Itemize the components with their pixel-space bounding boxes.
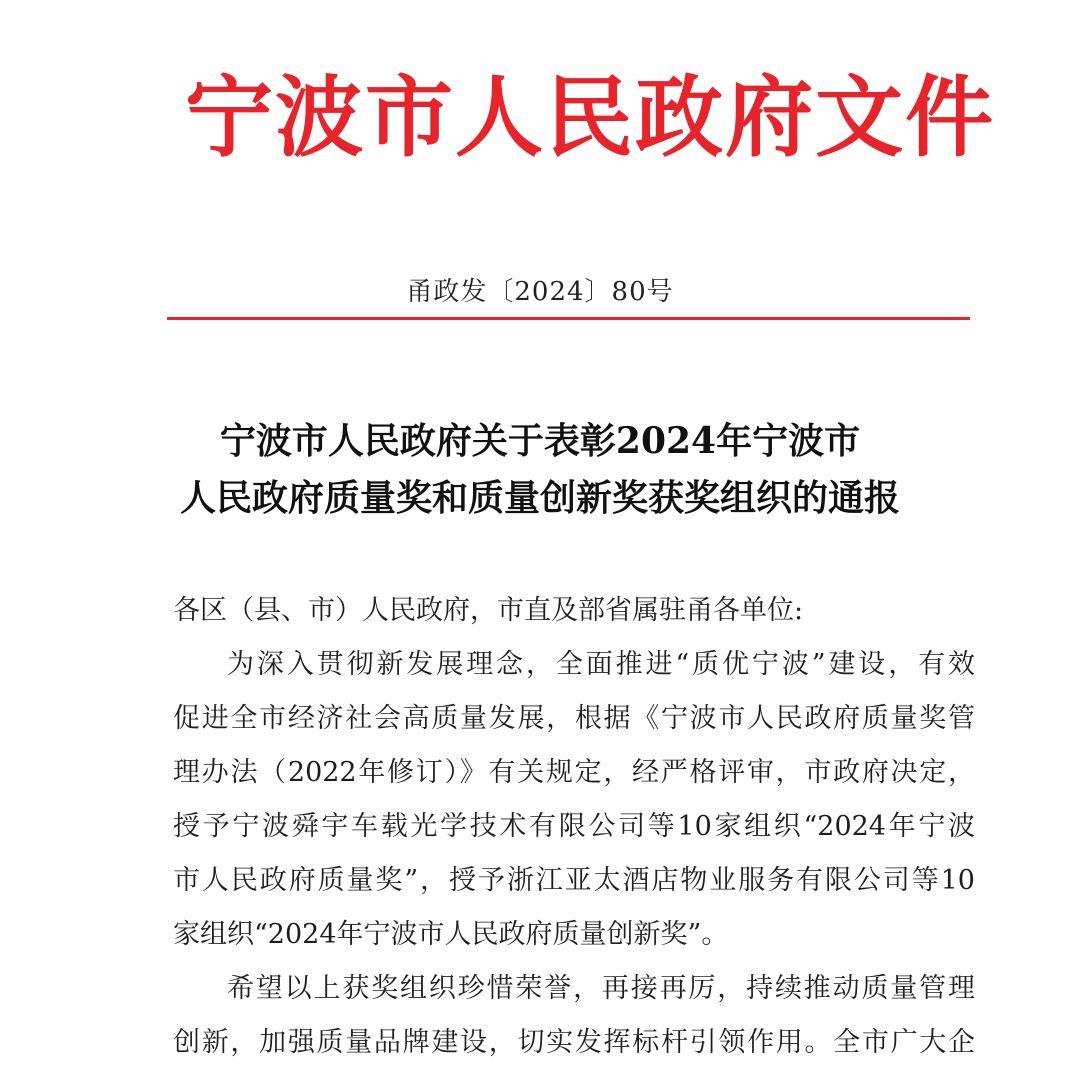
masthead-char: 件: [905, 65, 996, 169]
masthead-char: 市: [365, 65, 456, 169]
masthead-char: 文: [815, 65, 906, 169]
red-divider-rule: [167, 317, 970, 320]
masthead-char: 人: [455, 65, 546, 169]
masthead-title: [185, 62, 996, 172]
notice-title-line-2: 人民政府质量奖和质量创新奖获奖组织的通报: [179, 477, 900, 519]
masthead-char: 府: [725, 65, 816, 169]
body-line: 为深入贯彻新发展理念，全面推进“质优宁波”建设，有效: [227, 649, 975, 680]
body-line: 家组织“2024年宁波市人民政府质量创新奖”。: [173, 919, 729, 950]
body-line: 授予宁波舜宇车载光学技术有限公司等10家组织“2024年宁波: [173, 811, 975, 842]
masthead-char: 民: [545, 65, 636, 169]
salutation: 各区（县、市）人民政府，市直及部省属驻甬各单位:: [173, 595, 804, 626]
masthead-char: 波: [275, 65, 366, 169]
masthead-char: 政: [635, 65, 726, 169]
masthead-char: 宁: [185, 65, 276, 169]
body-line: 希望以上获奖组织珍惜荣誉，再接再厉，持续推动质量管理: [227, 973, 975, 1004]
notice-title-line-1: 宁波市人民政府关于表彰2024年宁波市: [219, 420, 861, 462]
body-line: 促进全市经济社会高质量发展，根据《宁波市人民政府质量奖管: [173, 703, 975, 734]
body-line: 市人民政府质量奖”，授予浙江亚太酒店物业服务有限公司等10: [173, 865, 975, 896]
body-line: 理办法（2022年修订）》有关规定，经严格评审，市政府决定，: [173, 757, 975, 788]
body-line: 创新，加强质量品牌建设，切实发挥标杆引领作用。全市广大企: [173, 1027, 975, 1058]
document-number: 甬政发〔2024〕80号: [406, 277, 674, 307]
